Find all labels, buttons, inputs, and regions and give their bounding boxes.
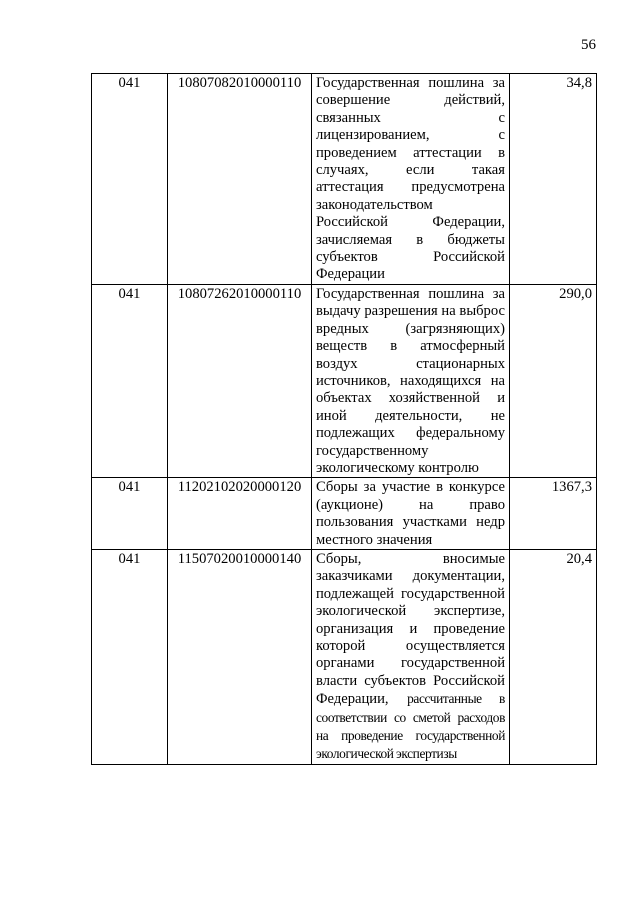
revenue-name-text: Сборы, вносимые заказчиками документации, подлежащей государственной экологической экспертизе, организация и проведение которой осуществляется органами государственной власти субъектов Российской Федерации,	[316, 550, 505, 708]
kbk-code-cell: 11507020010000140	[168, 549, 312, 764]
kbk-code-cell: 11202102020000120	[168, 478, 312, 550]
revenue-name-tail: рассчитанные в соответствии со сметой расходов на проведение государственной экологической экспертизы	[316, 691, 505, 762]
admin-code-cell: 041	[92, 284, 168, 477]
amount-cell: 290,0	[510, 284, 597, 477]
revenue-name-cell	[312, 549, 510, 764]
revenue-name-cell: Сборы за участие в конкурсе (аукционе) на право пользования участками недр местного значения	[312, 478, 510, 550]
page-number: 56	[581, 37, 596, 53]
table-row	[92, 549, 597, 764]
revenue-table	[91, 73, 597, 765]
admin-code-cell: 041	[92, 74, 168, 285]
amount-cell: 34,8	[510, 74, 597, 285]
table-row	[92, 478, 597, 550]
admin-code-cell: 041	[92, 478, 168, 550]
table-row	[92, 284, 597, 477]
amount-cell: 1367,3	[510, 478, 597, 550]
revenue-name-cell: Государственная пошлина за совершение действий, связанных с лицензированием, с проведением аттестации в случаях, если такая аттестация предусмотрена законодательством Российской Федерации, зачисляемая в бюджеты субъектов Российской Федерации	[312, 74, 510, 285]
admin-code-cell: 041	[92, 549, 168, 764]
kbk-code-cell: 10807082010000110	[168, 74, 312, 285]
amount-cell: 20,4	[510, 549, 597, 764]
table-row	[92, 74, 597, 285]
revenue-name-cell: Государственная пошлина за выдачу разрешения на выброс вредных (загрязняющих) веществ в атмосферный воздух стационарных источников, находящихся на объектах хозяйственной и иной деятельности, не подлежащих федеральному государственному экологическому контролю	[312, 284, 510, 477]
kbk-code-cell: 10807262010000110	[168, 284, 312, 477]
